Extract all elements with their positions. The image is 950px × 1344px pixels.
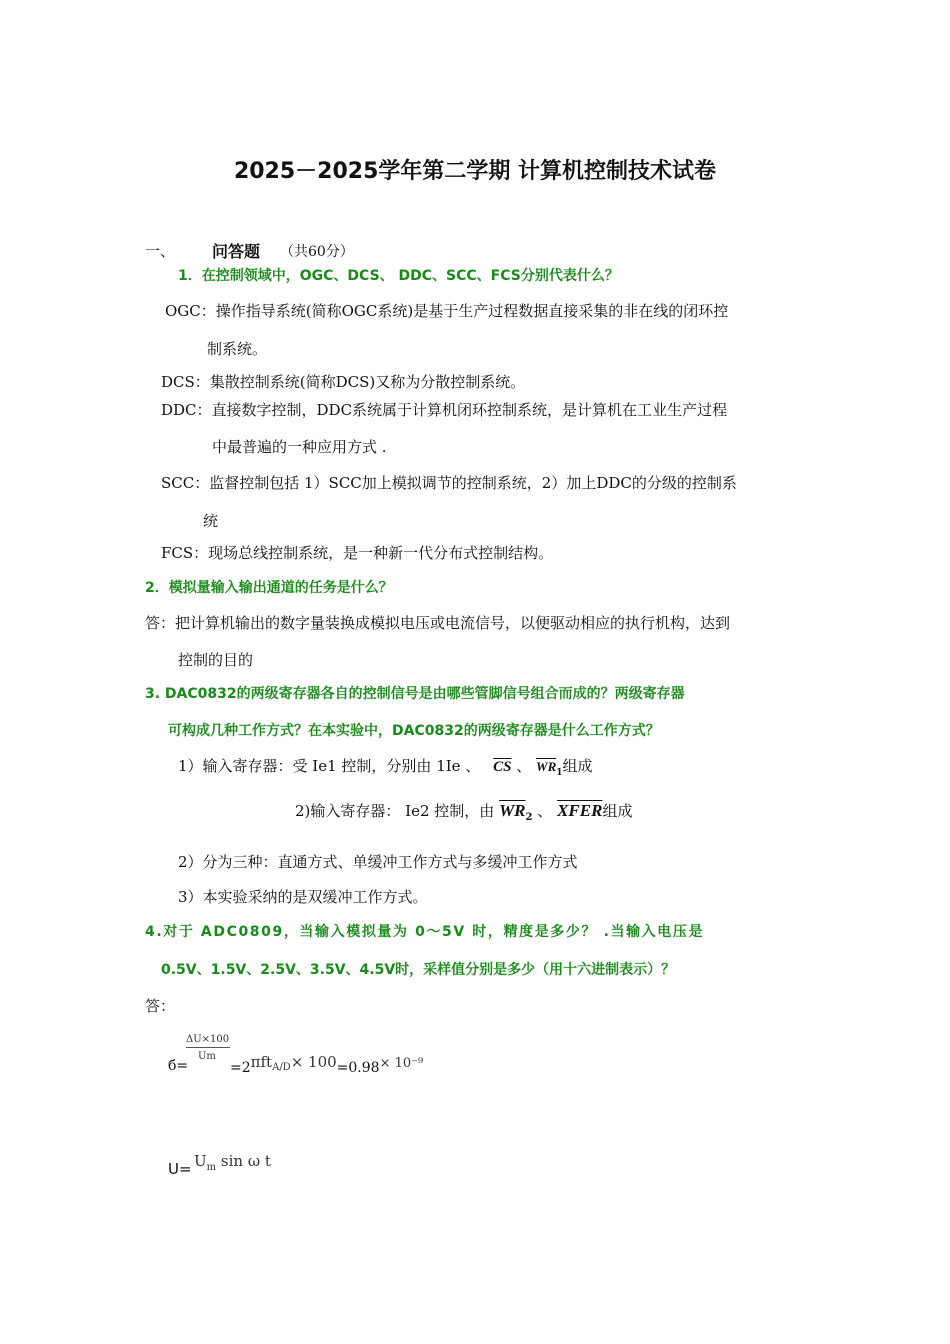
question-3-line1: 3. DAC0832的两级寄存器各自的控制信号是由哪些管脚信号组合而成的？两级寄存器 (145, 686, 685, 702)
formula-1-numerator: ΔU×100 (186, 1034, 230, 1045)
wr2-subscript: 2 (525, 812, 533, 823)
answer-3-modes: 2）分为三种：直通方式、单缓冲工作方式与多缓冲工作方式 (178, 853, 578, 871)
formula-1-result: =0.98 (336, 1060, 380, 1076)
answer-fcs: FCS：现场总线控制系统，是一种新一代分布式控制结构。 (161, 544, 554, 562)
formula-1-eq2: =2 (230, 1060, 251, 1076)
formula-1-lhs: б= (168, 1058, 189, 1074)
formula-2-u: U (194, 1152, 207, 1170)
wr2-signal: $\overline{WR}$ (499, 801, 526, 820)
formula-1-times100: × 100 (290, 1053, 337, 1071)
answer-2-line1: 答：把计算机输出的数字量装换成模拟电压或电流信号，以便驱动相应的执行机构，达到 (145, 614, 731, 632)
answer-scc-line2: 统 (203, 512, 219, 530)
answer-3-item2 (295, 800, 632, 823)
answer-dcs: DCS：集散控制系统(简称DCS)又称为分散控制系统。 (161, 373, 526, 391)
xfer-signal: XFER (557, 801, 603, 820)
answer-ddc-line2: 中最普遍的一种应用方式 . (212, 438, 387, 456)
question-4-line2: 0.5V、1.5V、2.5V、3.5V、4.5V时，采样值分别是多少（用十六进制表示）？ (161, 962, 676, 978)
section-number: 一、 (145, 242, 176, 260)
question-4-line1: 4.对于 ADC0809，当输入模拟量为 0～5V 时，精度是多少？ .当输入电压是 (145, 924, 705, 940)
answer-4-label: 答： (145, 997, 176, 1015)
question-2: 2．模拟量输入输出通道的任务是什么？ (145, 580, 393, 596)
separator-2: 、 (537, 802, 553, 820)
wr1-subscript: 1 (556, 768, 563, 778)
formula-1-mid (230, 1053, 424, 1076)
cs-signal: $\overline{CS}$ (493, 759, 512, 775)
question-1: 1．在控制领域中，OGC、DCS、 DDC、SCC、FCS分别代表什么？ (178, 268, 619, 284)
suffix-2: 组成 (602, 802, 633, 820)
separator: 、 (516, 757, 532, 775)
formula-1-fraction-bar (186, 1047, 230, 1048)
answer-2-line2: 控制的目的 (178, 651, 254, 669)
answer-3-item1-text: 1）输入寄存器：受 Ie1 控制，分别由 1Ie 、 (178, 757, 481, 775)
wr1-signal: $\overline{WR}$ (536, 759, 557, 774)
formula-1-denominator: Um (198, 1051, 216, 1062)
answer-scc-line1: SCC：监督控制包括 1）SCC加上模拟调节的控制系统，2）加上DDC的分级的控制系 (161, 474, 737, 492)
suffix-1: 组成 (562, 757, 593, 775)
page-title: 2025－2025学年第二学期 计算机控制技术试卷 (233, 159, 717, 184)
formula-1-sub: A/D (272, 1062, 291, 1073)
formula-1-pift: πft (250, 1053, 273, 1071)
formula-1-exp: × 10⁻⁹ (379, 1056, 424, 1071)
section-name: 问答题 (212, 242, 261, 261)
answer-ddc-line1: DDC：直接数字控制，DDC系统属于计算机闭环控制系统，是计算机在工业生产过程 (161, 401, 728, 419)
answer-3-experiment: 3）本实验采纳的是双缓冲工作方式。 (178, 888, 428, 906)
section-score: （共60分） (280, 244, 354, 260)
formula-2-sin: sin ω t (216, 1152, 271, 1170)
answer-3-item1 (178, 755, 593, 778)
answer-ogc-line1: OGC：操作指导系统(简称OGC系统)是基于生产过程数据直接采集的非在线的闭环控 (165, 302, 729, 320)
formula-2-lhs: U= (168, 1160, 192, 1178)
formula-2-rhs (194, 1152, 271, 1173)
answer-ogc-line2: 制系统。 (207, 340, 268, 358)
answer-3-item2-text: 2)输入寄存器： Ie2 控制，由 (295, 802, 495, 820)
formula-2-sub: m (206, 1162, 217, 1173)
question-3-line2: 可构成几种工作方式？在本实验中，DAC0832的两级寄存器是什么工作方式？ (168, 723, 660, 739)
